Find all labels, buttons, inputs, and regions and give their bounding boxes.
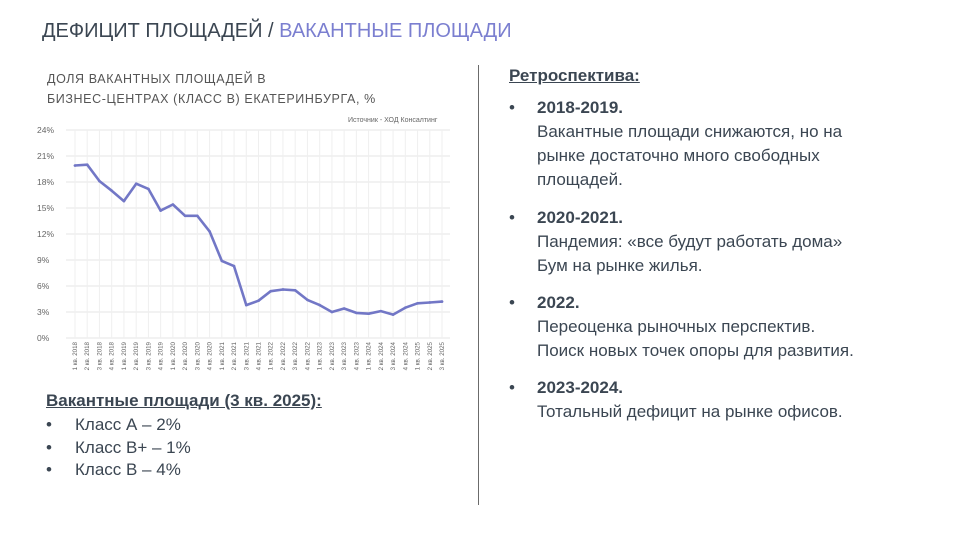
data-point [257,299,260,302]
data-point [110,189,113,192]
y-tick-label: 21% [37,151,55,161]
x-tick-label: 1 кв. 2024 [365,342,373,371]
retro-year: 2022. [537,293,580,312]
data-point [184,215,187,218]
slide-title-accent: ВАКАНТНЫЕ ПЛОЩАДИ [279,20,512,42]
data-point [135,182,138,185]
retro-line: Поиск новых точек опоры для развития. [537,341,854,360]
chart-title-line2: БИЗНЕС-ЦЕНТРАХ (КЛАСС В) ЕКАТЕРИНБУРГА, % [47,92,376,106]
x-tick-label: 2 кв. 2021 [231,342,239,371]
x-tick-label: 3 кв. 2019 [145,342,153,371]
x-tick-label: 4 кв. 2024 [402,342,410,371]
y-tick-label: 15% [37,203,55,213]
x-tick-label: 1 кв. 2022 [267,342,275,371]
x-tick-label: 4 кв. 2022 [304,342,312,371]
data-point [380,310,383,313]
x-tick-label: 1 кв. 2023 [316,342,324,371]
retro-heading: Ретроспектива: [509,66,640,85]
bullet: • [509,98,515,117]
data-point [159,209,162,212]
x-tick-label: 3 кв. 2025 [439,342,446,371]
retro-line: рынке достаточно много свободных [537,146,820,165]
x-tick-label: 2 кв. 2025 [426,342,434,371]
x-tick-label: 2 кв. 2023 [328,342,336,371]
retro-line: Вакантные площади снижаются, но на [537,122,843,141]
retro-year: 2018-2019. [537,98,624,117]
x-tick-label: 2 кв. 2018 [84,342,92,371]
chart-title-line1: ДОЛЯ ВАКАНТНЫХ ПЛОЩАДЕЙ В [47,72,267,86]
retro-line: Тотальный дефицит на рынке офисов. [537,402,843,421]
x-tick-label: 3 кв. 2023 [341,342,349,371]
x-tick-label: 3 кв. 2024 [390,342,398,371]
data-point [172,203,175,206]
bullet: • [46,437,52,457]
x-tick-label: 4 кв. 2020 [206,342,214,371]
x-tick-label: 4 кв. 2018 [108,342,116,371]
vacancy-item-label: Класс А – 2% [75,415,181,434]
slide-title-main: ДЕФИЦИТ ПЛОЩАДЕЙ / [42,20,274,42]
retro-line: Пандемия: «все будут работать дома» [537,232,843,251]
y-tick-label: 9% [37,255,50,265]
x-tick-label: 4 кв. 2023 [353,342,361,371]
data-point [196,215,199,218]
x-tick-label: 1 кв. 2018 [72,342,79,371]
data-point [208,230,211,233]
retro-line: Бум на рынке жилья. [537,256,703,275]
retro-line: Переоценка рыночных перспектив. [537,317,816,336]
y-tick-label: 18% [37,177,55,187]
x-tick-label: 3 кв. 2022 [292,342,300,371]
retro-item [509,206,842,278]
x-tick-label: 2 кв. 2019 [133,342,141,371]
x-tick-label: 3 кв. 2020 [194,342,202,371]
y-tick-label: 0% [37,333,50,343]
list-item [46,414,191,437]
column-divider [478,65,479,505]
retro-item [509,96,842,192]
data-point [306,299,309,302]
data-point [269,290,272,293]
data-point [404,306,407,309]
x-tick-label: 3 кв. 2018 [96,342,104,371]
data-point [331,311,334,314]
vacancy-heading: Вакантные площади (3 кв. 2025): [46,391,322,410]
x-tick-label: 1 кв. 2020 [169,342,177,371]
data-point [123,200,126,203]
bullet: • [509,208,515,227]
list-item [46,437,191,460]
x-tick-label: 1 кв. 2025 [414,342,422,371]
list-item [46,459,191,482]
x-tick-label: 4 кв. 2019 [157,342,165,371]
x-tick-label: 2 кв. 2024 [377,342,385,371]
bullet: • [509,293,515,312]
y-tick-label: 6% [37,281,50,291]
data-point [367,312,370,315]
bullet: • [46,415,52,434]
vacancy-item-label: Класс В+ – 1% [75,437,191,457]
data-point [294,289,297,292]
retro-item [509,376,843,424]
y-tick-label: 12% [37,229,55,239]
x-tick-label: 3 кв. 2021 [243,342,251,371]
bullet: • [46,460,52,479]
data-point [86,163,89,166]
vacancy-line-chart [0,0,478,390]
x-tick-label: 2 кв. 2020 [182,342,190,371]
retro-line: площадей. [537,170,623,189]
data-point [343,307,346,310]
data-point [318,304,321,307]
vacancy-item-label: Класс В – 4% [75,460,181,479]
y-tick-label: 24% [37,125,55,135]
data-point [147,188,150,191]
retro-item [509,291,854,363]
vacancy-list [46,414,191,482]
data-point [282,288,285,291]
x-tick-label: 1 кв. 2021 [218,342,226,371]
data-point [74,164,77,167]
data-point [392,313,395,316]
retro-year: 2020-2021. [537,208,624,227]
data-point [245,304,248,307]
data-point [428,301,431,304]
data-point [98,180,101,183]
retro-year: 2023-2024. [537,378,624,397]
x-tick-label: 4 кв. 2021 [255,342,263,371]
x-tick-label: 1 кв. 2019 [120,342,128,371]
x-tick-label: 2 кв. 2022 [279,342,287,371]
data-point [416,302,419,305]
data-point [355,312,358,315]
bullet: • [509,378,515,397]
data-point [441,300,444,303]
y-tick-label: 3% [37,307,50,317]
data-point [221,260,224,263]
data-point [233,265,236,268]
chart-source: Источник - ХОД Консалтинг [348,117,438,124]
